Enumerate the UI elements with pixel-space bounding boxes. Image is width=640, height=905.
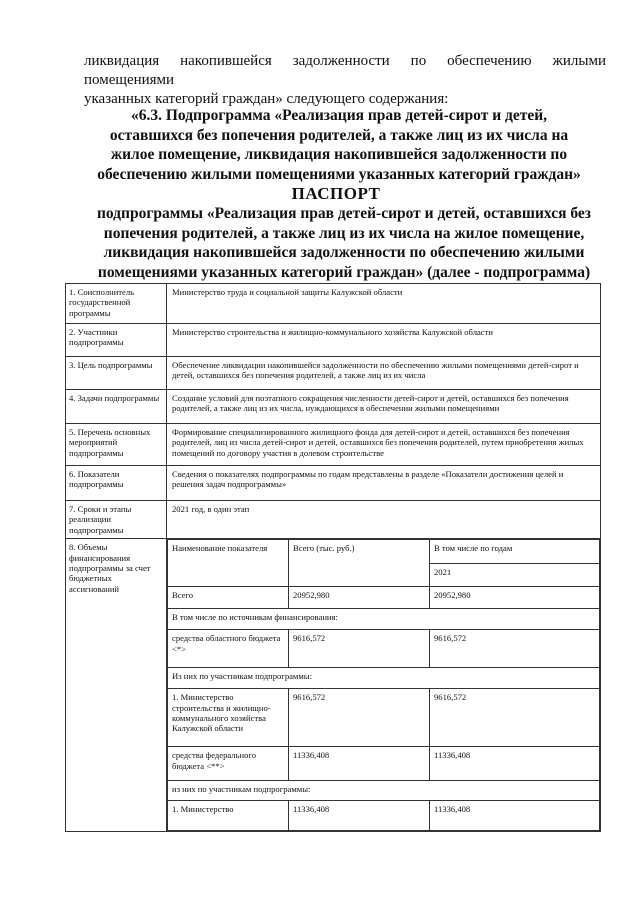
by-participants-label: Из них по участникам подпрограммы:: [168, 668, 600, 689]
finance-label: 8. Объемы финансирования подпрограммы за счет бюджетных ассигнований: [66, 539, 167, 832]
intro-line-2: указанных категорий граждан» следующего содержания:: [84, 91, 449, 107]
ministry-short-label: 1. Министерство: [168, 801, 289, 831]
federal-budget-label: средства федерального бюджета <**>: [168, 747, 289, 781]
by-participants-label-2: из них по участникам подпрограммы:: [168, 781, 600, 801]
table-row: [66, 501, 601, 539]
by-sources-label: В том числе по источникам финансирования:: [168, 609, 600, 630]
row-value: Сведения о показателях подпрограммы по годам представлены в разделе «Показатели достижения целей и решения задач подпрограммы»: [167, 466, 601, 501]
total-2021: 20952,980: [430, 587, 600, 609]
row-value: Формирование специализированного жилищного фонда для детей-сирот и детей, оставшихся без попечения родителей, лиц из числа детей-сирот и детей, оставшихся без попечения родителей, путем приобретения жилых помещений по договору участия в долевом строительстве: [167, 424, 601, 466]
regional-budget-label: средства областного бюджета <*>: [168, 630, 289, 668]
row-value: Обеспечение ликвидации накопившейся задолженности по обеспечению жилыми помещениями детей-сирот и детей, оставшихся без попечения родителей, а также лиц из их числа: [167, 357, 601, 390]
total-label: Всего: [168, 587, 289, 609]
ministry-all: 9616,572: [289, 689, 430, 747]
table-row: [66, 324, 601, 357]
intro-text: [84, 52, 606, 109]
table-row: [66, 357, 601, 390]
ministry-2021: 9616,572: [430, 689, 600, 747]
header-by-years: В том числе по годам: [430, 540, 600, 564]
finance-row: [168, 781, 600, 801]
finance-row: [168, 668, 600, 689]
row-value: Министерство труда и социальной защиты Калужской области: [167, 284, 601, 324]
finance-row: [168, 630, 600, 668]
table-row: [66, 466, 601, 501]
federal-budget-2021: 11336,408: [430, 747, 600, 781]
finance-row: [168, 801, 600, 831]
passport-description: подпрограммы «Реализация прав детей-сирот и детей, оставшихся без попечения родителей, а также лиц из их числа на жилое помещение, ликвидация накопившейся задолженности по обеспечению жилыми помещениями указанных категорий граждан» (далее - подпрограмма): [96, 205, 592, 281]
finance-row: [168, 689, 600, 747]
ministry-label: 1. Министерство строительства и жилищно-коммунального хозяйства Калужской области: [168, 689, 289, 747]
row-label: 2. Участники подпрограммы: [66, 324, 167, 357]
row-value: Создание условий для поэтапного сокращения численности детей-сирот и детей, оставшихся без попечения родителей, а также лиц из их числа, нуждающихся в обеспечении жилыми помещениями: [167, 390, 601, 424]
table-row: [66, 424, 601, 466]
table-row: [66, 390, 601, 424]
subprogram-title: «6.3. Подпрограмма «Реализация прав детей-сирот и детей, оставшихся без попечения родителей, а также лиц из их числа на жилое помещение, ликвидация накопившейся задолженности по обеспечению жилыми помещениями указанных категорий граждан»: [97, 107, 581, 183]
finance-row: [168, 747, 600, 781]
table-row: [66, 539, 601, 832]
finance-row: [168, 587, 600, 609]
finance-row: [168, 609, 600, 630]
row-label: 6. Показатели подпрограммы: [66, 466, 167, 501]
finance-table: [167, 539, 600, 831]
row-label: 1. Соисполнитель государственной программы: [66, 284, 167, 324]
row-label: 4. Задачи подпрограммы: [66, 390, 167, 424]
total-all: 20952,980: [289, 587, 430, 609]
row-label: 5. Перечень основных мероприятий подпрограммы: [66, 424, 167, 466]
finance-cell: [167, 539, 601, 832]
passport-table: [65, 283, 601, 832]
finance-header-row: [168, 540, 600, 564]
header-total: Всего (тыс. руб.): [289, 540, 430, 587]
row-value: 2021 год, в один этап: [167, 501, 601, 539]
row-value: Министерство строительства и жилищно-коммунального хозяйства Калужской области: [167, 324, 601, 357]
ministry2-2021: 11336,408: [430, 801, 600, 831]
intro-line-1: ликвидация накопившейся задолженности по обеспечению жилыми помещениями: [84, 53, 606, 88]
ministry2-all: 11336,408: [289, 801, 430, 831]
passport-heading: ПАСПОРТ: [291, 184, 381, 203]
federal-budget-all: 11336,408: [289, 747, 430, 781]
header-year: 2021: [430, 563, 600, 587]
regional-budget-2021: 9616,572: [430, 630, 600, 668]
table-row: [66, 284, 601, 324]
row-label: 3. Цель подпрограммы: [66, 357, 167, 390]
header-indicator-name: Наименование показателя: [168, 540, 289, 587]
regional-budget-all: 9616,572: [289, 630, 430, 668]
row-label: 7. Сроки и этапы реализации подпрограммы: [66, 501, 167, 539]
